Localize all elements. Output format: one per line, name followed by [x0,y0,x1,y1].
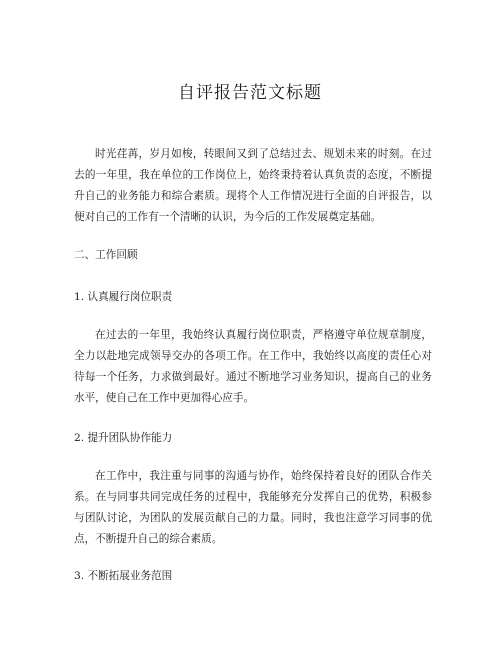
section-heading: 二、工作回顾 [74,249,138,261]
item-heading-1: 1. 认真履行岗位职责 [74,291,173,303]
item-heading-2: 2. 提升团队协作能力 [74,432,173,444]
document-title: 自评报告范文标题 [178,83,322,103]
intro-paragraph: 时光荏苒，岁月如梭，转眼间又到了总结过去、规划未来的时刻。在过去的一年里，我在单位的工作岗位上，始终秉持着认真负责的态度，不断提升自己的业务能力和综合素质。现将个人工作情况进行全面的自评报告，以便对自己的工作有一个清晰的认识，为今后的工作发展奠定基础。 [74,148,432,223]
item-body-2: 在工作中，我注重与同事的沟通与协作，始终保持着良好的团队合作关系。在与同事共同完成任务的过程中，我能够充分发挥自己的优势，积极参与团队讨论，为团队的发展贡献自己的力量。同时，我也注意学习同事的优点，不断提升自己的综合素质。 [74,470,432,545]
item-heading-3: 3. 不断拓展业务范围 [74,570,173,582]
item-body-1: 在过去的一年里，我始终认真履行岗位职责，严格遵守单位规章制度，全力以赴地完成领导交办的各项工作。在工作中，我始终以高度的责任心对待每一个任务，力求做到最好。通过不断地学习业务知识，提高自己的业务水平，使自己在工作中更加得心应手。 [74,329,432,404]
